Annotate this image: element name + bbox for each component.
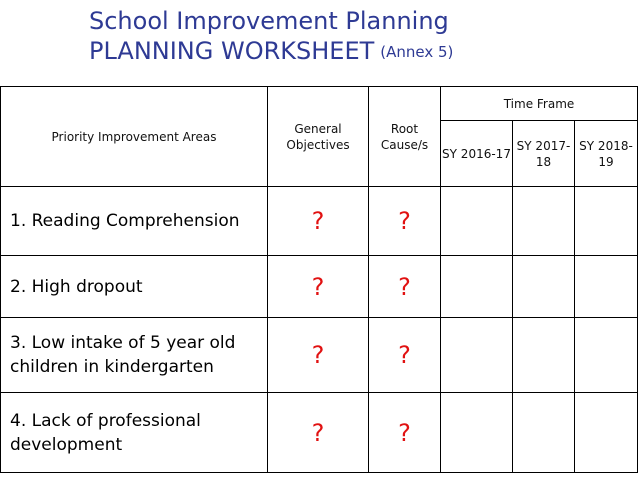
planning-worksheet-table [0, 86, 638, 473]
header-year-1: SY 2016-17 [441, 121, 513, 187]
header-root-causes: Root Cause/s [369, 87, 441, 187]
year-cell-empty [513, 393, 575, 473]
header-year-3: SY 2018-19 [575, 121, 638, 187]
year-cell-empty [513, 318, 575, 393]
objective-question-mark: ? [268, 256, 369, 318]
year-cell-empty [513, 187, 575, 256]
header-year-2: SY 2017-18 [513, 121, 575, 187]
worksheet-title [89, 6, 453, 67]
objective-question-mark: ? [268, 187, 369, 256]
priority-area-cell: 4. Lack of professional development [1, 393, 268, 473]
table-row [1, 256, 638, 318]
year-cell-empty [441, 393, 513, 473]
priority-area-cell: 2. High dropout [1, 256, 268, 318]
year-cell-empty [575, 393, 638, 473]
root-cause-question-mark: ? [369, 393, 441, 473]
table-row [1, 393, 638, 473]
header-general-objectives: General Objectives [268, 87, 369, 187]
year-cell-empty [441, 187, 513, 256]
table-row [1, 187, 638, 256]
root-cause-question-mark: ? [369, 256, 441, 318]
header-row-top [1, 87, 638, 121]
title-line-1: School Improvement Planning [89, 7, 449, 35]
title-line-2 [89, 36, 453, 67]
year-cell-empty [513, 256, 575, 318]
table-row [1, 318, 638, 393]
year-cell-empty [575, 256, 638, 318]
objective-question-mark: ? [268, 393, 369, 473]
annex-label: (Annex 5) [380, 43, 454, 61]
objective-question-mark: ? [268, 318, 369, 393]
header-priority-areas: Priority Improvement Areas [1, 87, 268, 187]
year-cell-empty [575, 318, 638, 393]
priority-area-cell: 3. Low intake of 5 year old children in kindergarten [1, 318, 268, 393]
root-cause-question-mark: ? [369, 318, 441, 393]
title-main: PLANNING WORKSHEET [89, 37, 375, 65]
priority-area-cell: 1. Reading Comprehension [1, 187, 268, 256]
year-cell-empty [441, 256, 513, 318]
header-time-frame: Time Frame [441, 87, 638, 121]
year-cell-empty [575, 187, 638, 256]
year-cell-empty [441, 318, 513, 393]
root-cause-question-mark: ? [369, 187, 441, 256]
